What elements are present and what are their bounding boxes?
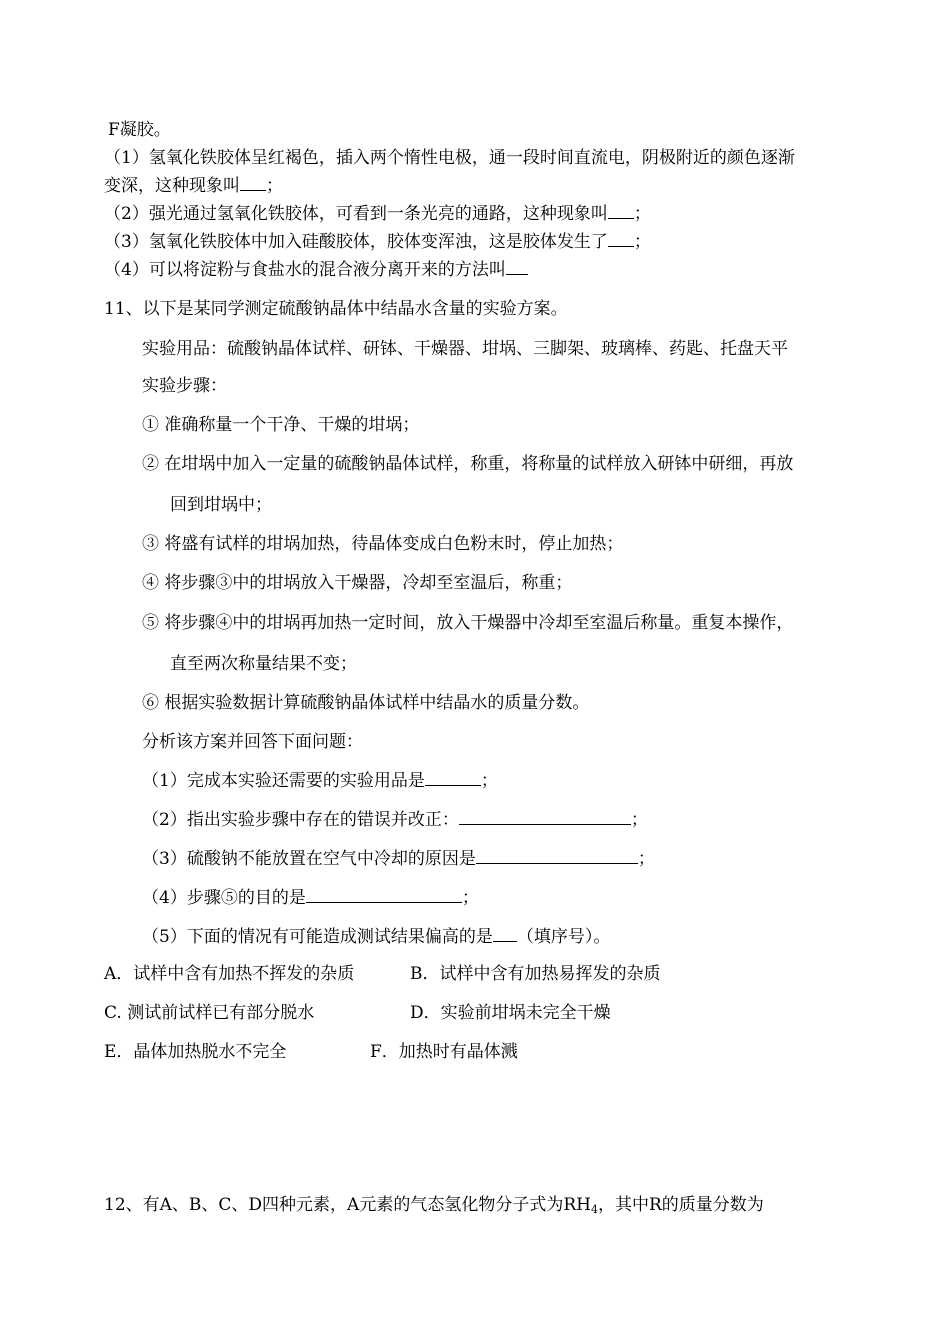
q10-part4 xyxy=(104,257,528,282)
q11-part2-text: （2）指出实验步骤中存在的错误并改正： xyxy=(142,810,459,830)
punct: ； xyxy=(461,888,479,908)
answer-blank xyxy=(608,229,634,247)
punct: ； xyxy=(633,232,651,252)
step-1: ① 准确称量一个干净、干燥的坩埚； xyxy=(142,415,420,435)
q10-part2-text: （2）强光通过氢氧化铁胶体，可看到一条光亮的通路，这种现象叫 xyxy=(104,204,608,224)
answer-blank xyxy=(306,885,462,903)
answer-blank xyxy=(425,768,481,786)
punct: ； xyxy=(480,771,498,791)
option-d: D．实验前坩埚未完全干燥 xyxy=(410,1003,611,1023)
q10-part1-text: 变深，这种现象叫 xyxy=(104,176,240,196)
q12-text-b: ，其中R的质量分数为 xyxy=(597,1195,764,1215)
answer-blank xyxy=(506,257,528,275)
option-c: C. 测试前试样已有部分脱水 xyxy=(104,1003,315,1023)
q11-part3-text: （3）硫酸钠不能放置在空气中冷却的原因是 xyxy=(142,849,476,869)
step-2-line2: 回到坩埚中； xyxy=(170,495,272,515)
punct: ； xyxy=(266,176,283,196)
q11-part1-text: （1）完成本实验还需要的实验用品是 xyxy=(142,771,425,791)
subscript: 4 xyxy=(590,1203,598,1216)
option-f-11: F．加热时有晶体溅 xyxy=(370,1042,518,1062)
step-5-line2: 直至两次称量结果不变； xyxy=(170,654,357,674)
q11-part5-text: （5）下面的情况有可能造成测试结果偏高的是 xyxy=(142,927,493,947)
q10-part3-text: （3）氢氧化铁胶体中加入硅酸胶体，胶体变浑浊，这是胶体发生了 xyxy=(104,232,608,252)
answer-blank xyxy=(493,924,517,942)
q11-part3 xyxy=(142,846,655,871)
q10-part4-text: （4）可以将淀粉与食盐水的混合液分离开来的方法叫 xyxy=(104,260,506,280)
option-a: A．试样中含有加热不挥发的杂质 xyxy=(104,964,355,984)
step-3: ③ 将盛有试样的坩埚加热，待晶体变成白色粉末时，停止加热； xyxy=(142,534,624,554)
step-2-line1: ② 在坩埚中加入一定量的硫酸钠晶体试样，称重，将称量的试样放入研钵中研细，再放 xyxy=(142,454,794,474)
option-b: B．试样中含有加热易挥发的杂质 xyxy=(410,964,661,984)
steps-label: 实验步骤： xyxy=(142,376,227,396)
answer-blank xyxy=(459,807,631,825)
q10-part3 xyxy=(104,229,651,254)
q11-part2 xyxy=(142,807,648,832)
q10-part1-line2 xyxy=(104,173,283,198)
materials-line: 实验用品：硫酸钠晶体试样、研钵、干燥器、坩埚、三脚架、玻璃棒、药匙、托盘天平 xyxy=(142,339,788,359)
q12-line1 xyxy=(104,1193,764,1217)
answer-blank xyxy=(608,201,634,219)
answer-blank xyxy=(240,173,266,191)
step-6: ⑥ 根据实验数据计算硫酸钠晶体试样中结晶水的质量分数。 xyxy=(142,693,590,713)
punct: ； xyxy=(630,810,648,830)
punct: ； xyxy=(637,849,655,869)
q12-text-a: 12、有A、B、C、D四种元素，A元素的气态氢化物分子式为RH xyxy=(104,1195,591,1215)
q11-title: 11、以下是某同学测定硫酸钠晶体中结晶水含量的实验方案。 xyxy=(104,299,568,319)
step-5-line1: ⑤ 将步骤④中的坩埚再加热一定时间，放入干燥器中冷却至室温后称量。重复本操作， xyxy=(142,613,794,633)
q11-part4 xyxy=(142,885,479,910)
q10-part1-line1: （1）氢氧化铁胶体呈红褐色，插入两个惰性电极，通一段时间直流电，阴极附近的颜色逐渐 xyxy=(104,148,795,168)
option-e: E．晶体加热脱水不完全 xyxy=(104,1042,287,1062)
q11-part4-text: （4）步骤⑤的目的是 xyxy=(142,888,306,908)
analysis-prompt: 分析该方案并回答下面问题： xyxy=(142,732,363,752)
option-f: F凝胶。 xyxy=(108,120,171,140)
q11-part5-end: （填序号）。 xyxy=(516,927,611,947)
q11-part1 xyxy=(142,768,498,793)
q11-part5 xyxy=(142,924,610,949)
q10-part2 xyxy=(104,201,651,226)
punct: ； xyxy=(633,204,651,224)
answer-blank xyxy=(476,846,638,864)
step-4: ④ 将步骤③中的坩埚放入干燥器，冷却至室温后，称重； xyxy=(142,573,573,593)
